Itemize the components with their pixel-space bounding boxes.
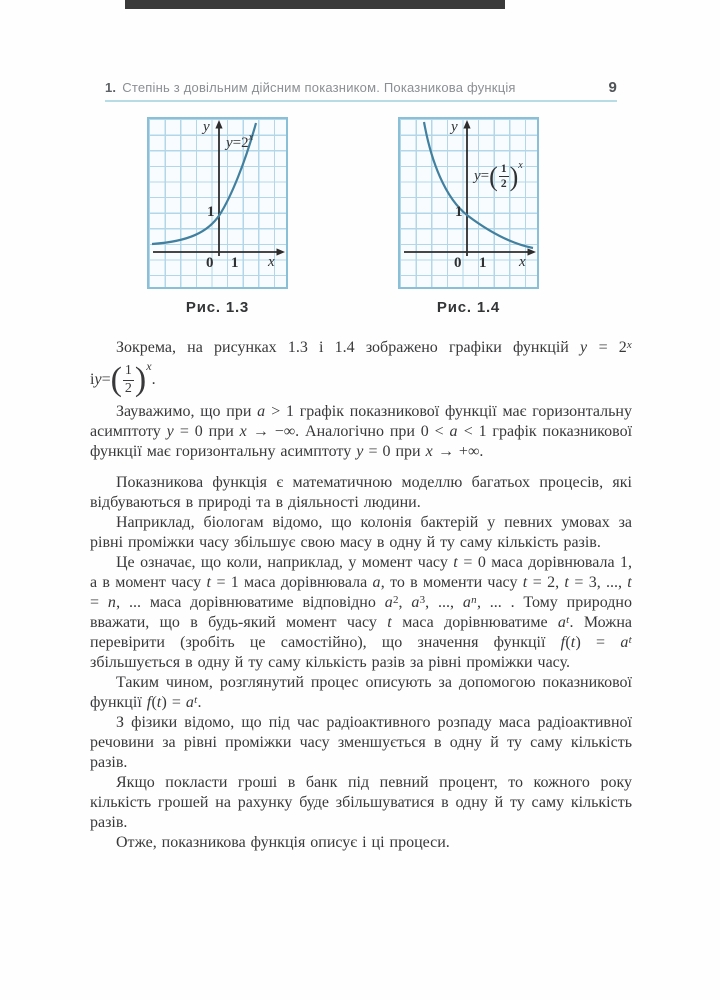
paragraph: Зауважимо, що при a > 1 графік показникової функції має горизонтальну асимптоту y = 0 при x → −∞. Аналогічно при 0 < a < 1 графік показникової функції має горизонтальну асимптоту y = 0 при x → +∞. (90, 403, 633, 460)
x-axis-arrow-icon (528, 248, 537, 255)
figure-1-4-plot (398, 117, 539, 289)
figure-1-4-svg (400, 119, 537, 287)
figures-row (147, 117, 539, 316)
origin-label: 0 (454, 255, 462, 271)
figure-1-4 (398, 117, 539, 316)
body-text (90, 338, 632, 853)
paragraph: Отже, показникова функція описує і ці процеси. (116, 834, 450, 851)
y-axis-arrow-icon (463, 120, 470, 129)
header-rule (105, 100, 617, 102)
curve-equation-label: y = ( $\frac{1}{2}$ ) x (474, 159, 523, 192)
paragraph: Таким чином, розглянутий процес описують за допомогою показникової функції $f(t) = a^t$. (90, 674, 632, 711)
paragraph: Наприклад, біологам відомо, що колонія бактерій у певних умовах за рівні проміжки часу збільшує свою масу в одну й ту саму кількість разів. (90, 514, 632, 551)
paragraph: Це означає, що коли, наприклад, у момент часу t = 0 маса дорівнювала 1, а в момент часу t = 1 маса дорівнювала a, то в моменти часу t = 2, t = 3, ..., t = n, ... маса дорівнюватиме відповідно $a^2$, $a^3$, ..., $a^n$, ... . Тому природно вважати, що в будь-який момент часу t маса дорівнюватиме $a^t$. Можна перевірити (зробіть це самостійно), що значення функції $f(t) = a^t$ збільшується в одну й ту саму кількість разів за рівні проміжки часу. (90, 554, 633, 671)
cropped-banner-remnant (125, 0, 505, 9)
paragraph: Якщо покласти гроші в банк під певний процент, то кожного року кількість грошей на рахунку буде збільшуватися в одну й ту саму кількість разів. (90, 774, 632, 831)
y-axis-label: y (203, 119, 210, 135)
paragraph: Зокрема, на рисунках 1.3 і 1.4 зображено графіки функцій $y = 2^x$ (116, 339, 632, 356)
x-unit-label: 1 (231, 255, 239, 271)
figure-1-3 (147, 117, 288, 316)
standalone-formula: і y = ( $\frac{1}{2}$ ) x . (90, 359, 156, 398)
x-unit-label: 1 (479, 255, 487, 271)
figure-1-3-plot (147, 117, 288, 289)
y-unit-label: 1 (207, 204, 215, 220)
y-axis-label: y (451, 119, 458, 135)
x-axis-label: x (519, 254, 526, 270)
figure-1-4-caption: Рис. 1.4 (436, 299, 501, 316)
paragraph: З фізики відомо, що під час радіоактивного розпаду маса радіоактивної речовини за рівні проміжки часу зменшується в одну й ту саму кількість разів. (90, 714, 632, 771)
section-number: 1. (105, 80, 117, 95)
y-axis-arrow-icon (215, 120, 222, 129)
figure-1-3-svg (149, 119, 286, 287)
y-unit-label: 1 (455, 204, 463, 220)
curve-equation-label: y = 2 x (226, 131, 254, 151)
x-axis-arrow-icon (277, 248, 286, 255)
paragraph: Показникова функція є математичною моделлю багатьох процесів, які відбуваються в природі та в діяльності людини. (90, 474, 632, 511)
running-head (105, 79, 617, 96)
section-title: Степінь з довільним дійсним показником. Показникова функція (122, 80, 516, 95)
origin-label: 0 (206, 255, 214, 271)
x-axis-label: x (268, 254, 275, 270)
figure-1-3-caption: Рис. 1.3 (185, 299, 250, 316)
page-number: 9 (608, 79, 617, 96)
